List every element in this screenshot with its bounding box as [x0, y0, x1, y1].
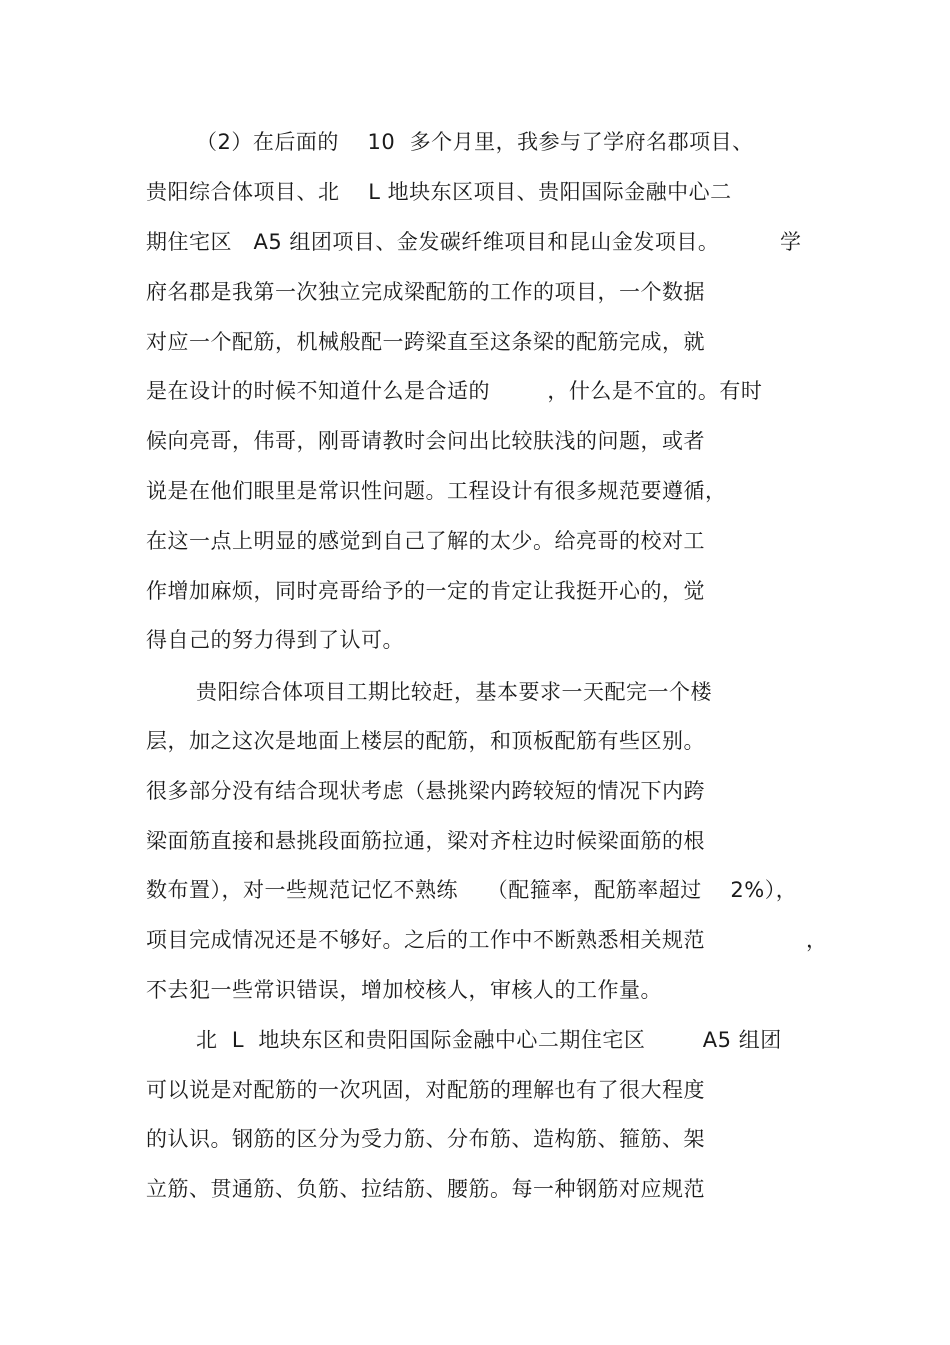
text-line: 得自己的努力得到了认可。 [146, 628, 404, 652]
text-line: 北 L 地块东区和贵阳国际金融中心二期住宅区 A5 组团 [196, 1028, 782, 1052]
text-line: （2）在后面的 10 多个月里，我参与了学府名郡项目、 [196, 130, 754, 154]
text-line: 不去犯一些常识错误，增加校核人，审核人的工作量。 [146, 978, 662, 1002]
text-line: 在这一点上明显的感觉到自己了解的太少。给亮哥的校对工 [146, 529, 705, 553]
text-line: 项目完成情况还是不够好。之后的工作中不断熟悉相关规范 [146, 928, 705, 952]
text-line: 说是在他们眼里是常识性问题。工程设计有很多规范要遵循， [146, 479, 727, 503]
text-line: 很多部分没有结合现状考虑（悬挑梁内跨较短的情况下内跨 [146, 779, 705, 803]
text-line: 贵阳综合体项目、北 L 地块东区项目、贵阳国际金融中心二 [146, 180, 732, 204]
text-line: 期住宅区 A5 组团项目、金发碳纤维项目和昆山金发项目。 [146, 230, 720, 254]
text-line: 的认识。钢筋的区分为受力筋、分布筋、造构筋、箍筋、架 [146, 1127, 705, 1151]
text-line: 府名郡是我第一次独立完成梁配筋的工作的项目，一个数据 [146, 280, 705, 304]
text-line: 贵阳综合体项目工期比较赶，基本要求一天配完一个楼 [196, 680, 712, 704]
text-line: 候向亮哥，伟哥，刚哥请教时会问出比较肤浅的问题，或者 [146, 429, 705, 453]
text-line: 梁面筋直接和悬挑段面筋拉通，梁对齐柱边时候梁面筋的根 [146, 829, 705, 853]
trailing-char: ， [806, 928, 827, 952]
text-line: 层，加之这次是地面上楼层的配筋，和顶板配筋有些区别。 [146, 729, 705, 753]
text-line: 立筋、贯通筋、负筋、拉结筋、腰筋。每一种钢筋对应规范 [146, 1177, 705, 1201]
text-line: 作增加麻烦，同时亮哥给予的一定的肯定让我挺开心的，觉 [146, 579, 705, 603]
trailing-char: 学 [780, 230, 801, 254]
text-line: 对应一个配筋，机械般配一跨梁直至这条梁的配筋完成，就 [146, 330, 705, 354]
text-line: 是在设计的时候不知道什么是合适的 ，什么是不宜的。有时 [146, 379, 763, 403]
text-line: 可以说是对配筋的一次巩固，对配筋的理解也有了很大程度 [146, 1078, 705, 1102]
text-line: 数布置），对一些规范记忆不熟练 （配箍率，配筋率超过 2%）， [146, 878, 798, 902]
